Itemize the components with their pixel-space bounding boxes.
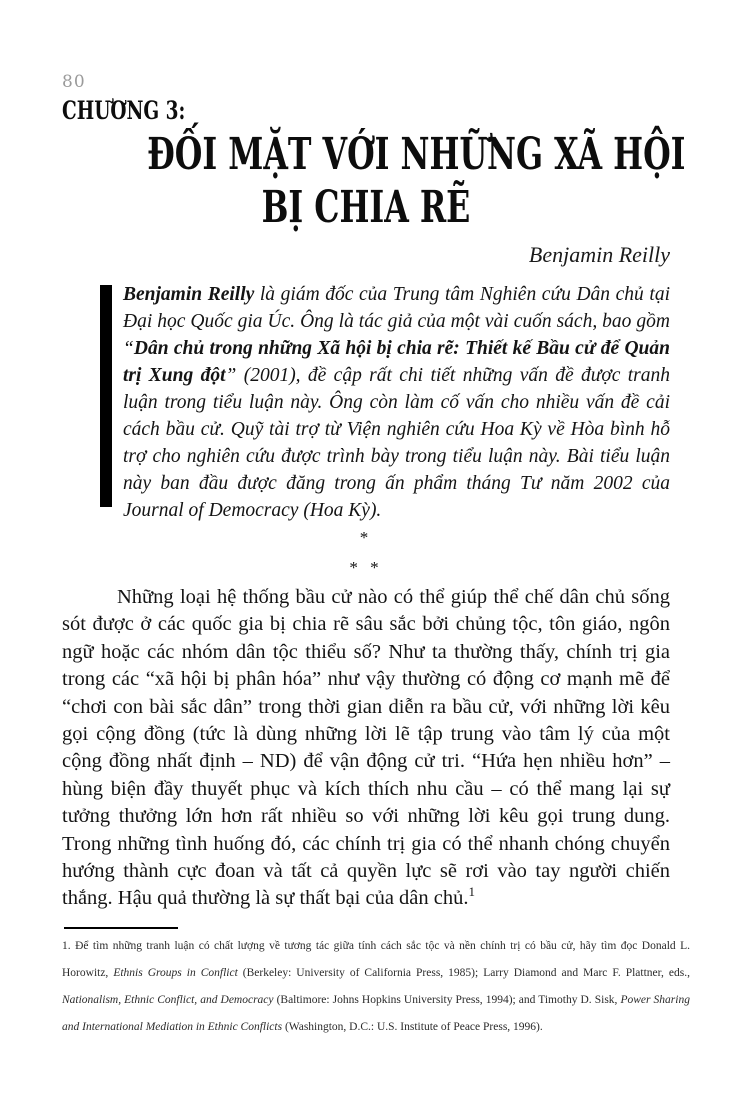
bio-text: ” (2001), đề cập rất chi tiết những vấn đề được tranh luận trong tiểu luận này. Ông còn làm cố vấn cho nhiều vấn đề cải cách bầu cử. Quỹ tài trợ từ Viện nghiên cứu Hoa Kỳ về Hòa bình hỗ trợ cho nghiên cứu được trình bày trong tiểu luận này. Bài tiểu luận này ban đầu được đăng trong ấn phẩm tháng Tư năm 2002 của Journal of Democracy (Hoa Kỳ).: [123, 365, 671, 521]
chapter-title: [62, 128, 686, 234]
author-byline: Benjamin Reilly: [528, 242, 670, 267]
footnote-book-title-2: Nationalism, Ethnic Conflict, and Democracy: [62, 994, 274, 1006]
bio-text: là giám đốc của Trung tâm Nghiên cứu Dân chủ tại Đại học Quốc gia Úc. Ông là tác giả của một vài cuốn sách, bao gồm “: [123, 284, 670, 359]
footnote-reference: 1: [468, 884, 476, 900]
dinkus-line-2: * *: [349, 558, 383, 577]
section-divider-asterisks: [62, 523, 670, 583]
body-paragraph: [62, 584, 670, 913]
footnote-text: (Baltimore: Johns Hopkins University Press, 1994); and Timothy D. Sisk,: [273, 994, 621, 1006]
footnote-book-title-3: Power Sharing and International Mediation in Ethnic Conflicts: [62, 994, 690, 1033]
bio-book-title: Dân chủ trong những Xã hội bị chia rẽ: Thiết kế Bầu cử để Quản trị Xung đột: [123, 338, 670, 386]
page-number: 80: [62, 72, 86, 92]
footnote: [62, 933, 690, 1041]
chapter-kicker: CHƯƠNG 3:: [62, 96, 186, 125]
bio-author-name: Benjamin Reilly: [123, 284, 255, 305]
chapter-title-line-2: BỊ CHIA RẼ: [261, 182, 471, 233]
footnote-book-title-1: Ethnis Groups in Conflict: [113, 967, 238, 979]
footnote-text: (Berkeley: University of California Press, 1985); Larry Diamond and Marc F. Plattner, eds.,: [237, 967, 690, 979]
dinkus-line-1: *: [359, 528, 373, 547]
author-bio: [100, 281, 670, 524]
body-paragraph-text: Những loại hệ thống bầu cử nào có thể giúp thể chế dân chủ sống sót được ở các quốc gia bị chia rẽ sâu sắc bởi chủng tộc, tôn giáo, ngôn ngữ hoặc các nhóm dân tộc thiểu số? Như ta thường thấy, chính trị gia trong các “xã hội bị phân hóa” như vậy thường có động cơ mạnh mẽ để “chơi con bài sắc dân” trong thời gian diễn ra bầu cử, với những lời kêu gọi cộng đồng (tức là dùng những lời lẽ tập trung vào tâm lý của một cộng đồng nhất định – ND) để vận động cử tri. “Hứa hẹn nhiều hơn” – hùng biện đầy thuyết phục và kích thích nhu cầu – có thể mang lại sự tưởng thưởng lớn hơn rất nhiều so với những lời kêu gọi trung dung. Trong những tình huống đó, các chính trị gia có thể nhanh chóng chuyển hướng thành cực đoan và tất cả quyền lực sẽ rơi vào tay người chiến thắng. Hậu quả thường là sự thất bại của dân chủ.: [62, 586, 670, 910]
bio-accent-bar: [100, 285, 112, 507]
chapter-title-line-1: ĐỐI MẶT VỚI NHỮNG XÃ HỘI: [147, 129, 686, 180]
footnote-text: 1. Để tìm những tranh luận có chất lượng về tương tác giữa tính cách sắc tộc và nền chính trị có bầu cử, hãy tìm đọc Donald L. Horowitz,: [62, 940, 690, 979]
footnote-text: (Washington, D.C.: U.S. Institute of Peace Press, 1996).: [282, 1021, 543, 1033]
footnote-divider: [64, 927, 178, 929]
